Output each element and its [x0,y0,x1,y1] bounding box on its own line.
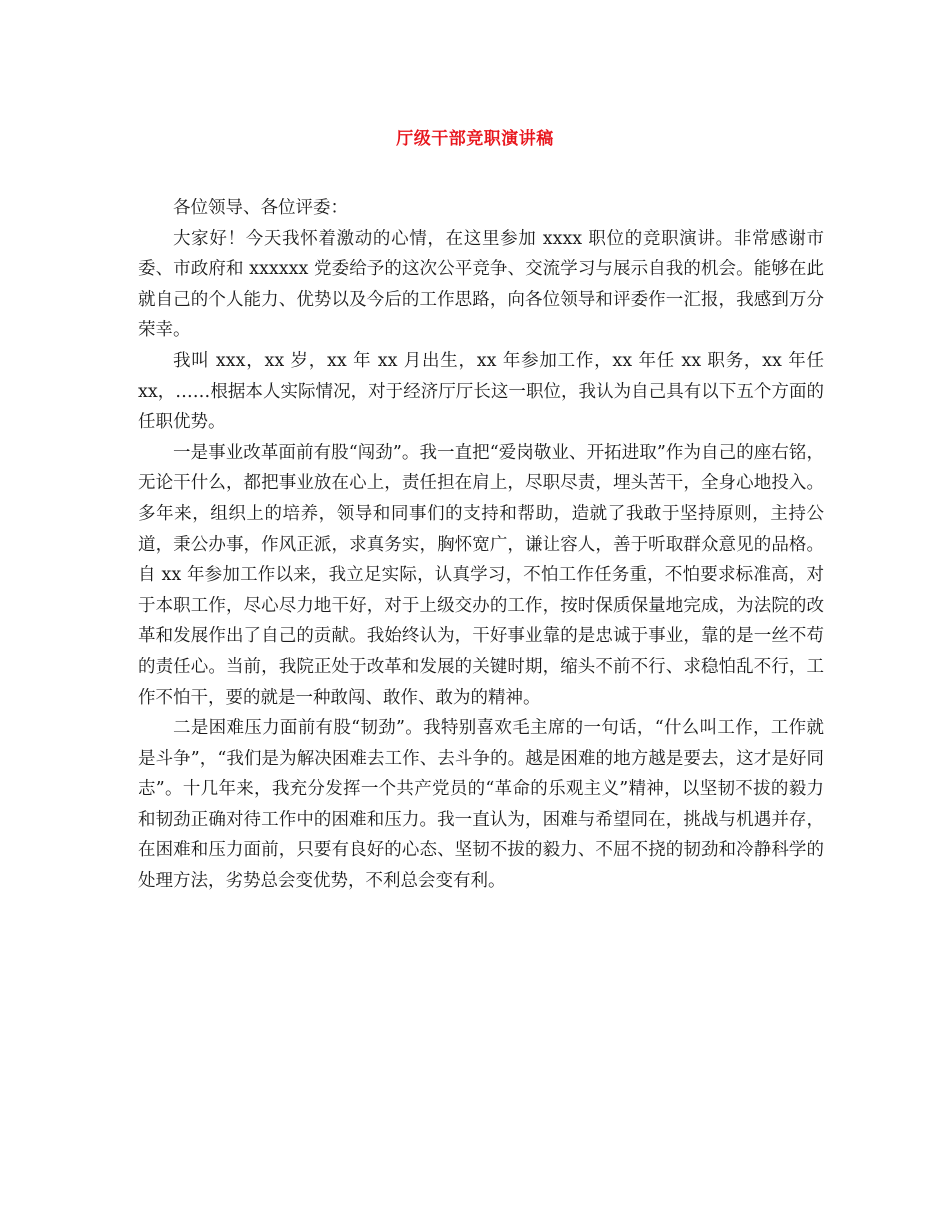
body-paragraph: 我叫 xxx，xx 岁，xx 年 xx 月出生，xx 年参加工作，xx 年任 xx 职务，xx 年任 xx，……根据本人实际情况，对于经济厅厅长这一职位，我认为自己具有以下五个方面的任职优势。 [138,350,824,433]
salutation-paragraph: 各位领导、各位评委： [173,198,348,218]
body-paragraph: 大家好！今天我怀着激动的心情，在这里参加 xxxx 职位的竞职演讲。非常感谢市委、市政府和 xxxxxx 党委给予的这次公平竞争、交流学习与展示自我的机会。能够在此就自己的个人能力、优势以及今后的工作思路，向各位领导和评委作一汇报，我感到万分荣幸。 [138,228,824,341]
body-paragraph: 二是困难压力面前有股“韧劲”。我特别喜欢毛主席的一句话，“什么叫工作，工作就是斗争”，“我们是为解决困难去工作、去斗争的。越是困难的地方越是要去，这才是好同志”。十几年来，我充分发挥一个共产党员的“革命的乐观主义”精神，以坚韧不拔的毅力和韧劲正确对待工作中的困难和压力。我一直认为，困难与希望同在，挑战与机遇并存，在困难和压力面前，只要有良好的心态、坚韧不拔的毅力、不屈不挠的韧劲和冷静科学的处理方法，劣势总会变优势，不利总会变有利。 [138,718,824,892]
body-paragraph: 一是事业改革面前有股“闯劲”。我一直把“爱岗敬业、开拓进取”作为自己的座右铭，无论干什么，都把事业放在心上，责任担在肩上，尽职尽责，埋头苦干，全身心地投入。多年来，组织上的培养，领导和同事们的支持和帮助，造就了我敢于坚持原则，主持公道，秉公办事，作风正派，求真务实，胸怀宽广，谦让容人，善于听取群众意见的品格。自 xx 年参加工作以来，我立足实际，认真学习，不怕工作任务重，不怕要求标准高，对于本职工作，尽心尽力地干好，对于上级交办的工作，按时保质保量地完成，为法院的改革和发展作出了自己的贡献。我始终认为，干好事业靠的是忠诚于事业，靠的是一丝不苟的责任心。当前，我院正处于改革和发展的关键时期，缩头不前不行、求稳怕乱不行，工作不怕干，要的就是一种敢闯、敢作、敢为的精神。 [138,442,824,708]
document-title: 厅级干部竞职演讲稿 [396,129,554,149]
document-body [138,193,824,897]
